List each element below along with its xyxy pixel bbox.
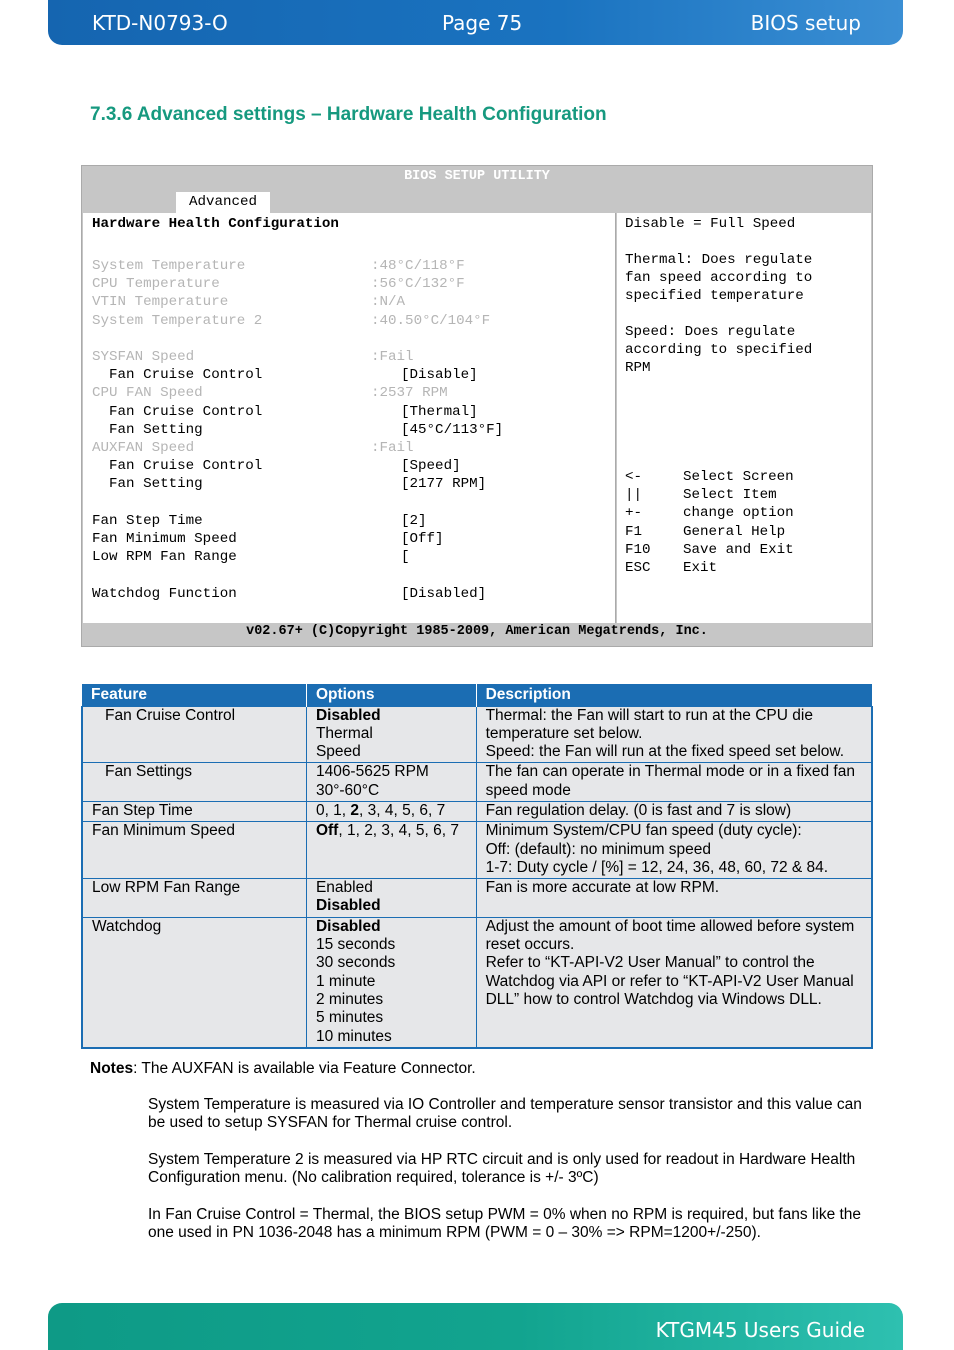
- bios-key: ESC: [625, 560, 651, 576]
- bios-setting-value[interactable]: [Disable]: [401, 367, 478, 384]
- bios-heading: Hardware Health Configuration: [92, 216, 339, 232]
- feature-cell: Fan Settings: [82, 763, 306, 802]
- options-cell: [306, 801, 476, 821]
- bios-setting-value[interactable]: [Off]: [401, 531, 444, 547]
- description-line: Off: (default): no minimum speed: [485, 840, 712, 858]
- description-line: Adjust the amount of boot time allowed before system reset occurs.: [485, 917, 855, 954]
- document-id: KTD-N0793-O: [92, 11, 228, 35]
- bios-setting-label: VTIN Temperature: [92, 294, 229, 311]
- bios-key: +-: [625, 505, 643, 522]
- note-paragraph: In Fan Cruise Control = Thermal, the BIOS setup PWM = 0% when no RPM is required, but fans like the one used in PN 1036-2048 has a minimum RPM (PWM = 0 – 30% => RPM=1200+/-250).: [148, 1205, 862, 1242]
- notes-label: Notes: [90, 1060, 134, 1077]
- description-cell: [476, 917, 872, 1048]
- guide-title: KTGM45 Users Guide: [655, 1318, 865, 1342]
- bios-help-line: Disable = Full Speed: [625, 216, 796, 232]
- bios-setting-label: Fan Cruise Control: [92, 403, 263, 420]
- bios-help-panel: [617, 213, 871, 623]
- bios-setting-value[interactable]: [45°C/113°F]: [401, 421, 504, 438]
- description-line: The fan can operate in Thermal mode or in a fixed fan speed mode: [485, 763, 855, 799]
- option-item: Enabled: [315, 879, 373, 897]
- bios-setting-value: :48°C/118°F: [371, 258, 465, 274]
- description-line: Refer to “KT-API-V2 User Manual” to control the Watchdog via API or refer to “KT-API-V2 User Manual DLL” how to control Watchdog via Windows DLL.: [485, 954, 854, 1008]
- bios-help-line: according to specified: [625, 342, 813, 358]
- bios-setting-label: Watchdog Function: [92, 585, 237, 602]
- option-item: Disabled: [315, 917, 381, 935]
- table-row: [82, 822, 872, 879]
- bios-setting-value[interactable]: [Thermal]: [401, 403, 478, 420]
- bios-setting-label: SYSFAN Speed: [92, 349, 195, 365]
- feature-cell: Fan Step Time: [82, 801, 306, 821]
- table-row: [82, 706, 872, 763]
- option-text: 0, 1,: [315, 801, 351, 819]
- bios-setting-label: System Temperature 2: [92, 312, 263, 329]
- bios-setting-label: Fan Setting: [92, 421, 203, 438]
- section-name: BIOS setup: [750, 11, 861, 35]
- description-cell: [476, 706, 872, 763]
- bios-key-action: Save and Exit: [683, 541, 794, 558]
- feature-table: [81, 684, 873, 1049]
- description-line: Minimum System/CPU fan speed (duty cycle):: [485, 822, 802, 840]
- bios-setting-value: :40.50°C/104°F: [371, 312, 491, 329]
- bios-setting-label: CPU FAN Speed: [92, 385, 203, 402]
- bios-setting-label: Fan Setting: [92, 476, 203, 493]
- bios-help-line: Speed: Does regulate: [625, 324, 796, 340]
- bios-help-line: specified temperature: [625, 288, 804, 304]
- option-item: 1 minute: [315, 972, 376, 990]
- option-default: 2: [350, 801, 360, 819]
- bios-key-action: Select Screen: [683, 469, 794, 485]
- bios-setting-label: Fan Cruise Control: [92, 458, 263, 475]
- bios-key: F10: [625, 541, 651, 558]
- bios-main-panel: [83, 213, 616, 623]
- option-item: Disabled: [315, 897, 381, 915]
- bios-setting-label: Fan Minimum Speed: [92, 531, 237, 547]
- option-text: , 1, 2, 3, 4, 5, 6, 7: [338, 822, 459, 840]
- description-line: Thermal: the Fan will start to run at the CPU die temperature set below.: [485, 706, 813, 742]
- table-row: [82, 879, 872, 918]
- bios-setting-label: CPU Temperature: [92, 276, 220, 293]
- bios-setting-value[interactable]: [Speed]: [401, 458, 461, 475]
- notes-first-line: [90, 1060, 880, 1078]
- bios-key-action: General Help: [683, 523, 786, 540]
- feature-cell: Fan Cruise Control: [82, 706, 306, 763]
- description-cell: [476, 879, 872, 918]
- table-row: [82, 763, 872, 802]
- bios-setting-value[interactable]: [: [401, 549, 410, 566]
- bios-help-line: fan speed according to: [625, 270, 813, 286]
- bios-help-line: RPM: [625, 360, 651, 376]
- bios-setting-value: :Fail: [371, 349, 414, 365]
- option-item: Speed: [315, 743, 361, 761]
- bios-key-action: Exit: [683, 560, 718, 576]
- bios-setting-value: :56°C/132°F: [371, 276, 465, 293]
- column-header-feature: Feature: [82, 684, 306, 706]
- bios-key: ||: [625, 487, 643, 504]
- option-item: 30°-60°C: [315, 781, 380, 799]
- feature-cell: Watchdog: [82, 917, 306, 1048]
- table-row: [82, 801, 872, 821]
- option-item: 30 seconds: [315, 954, 396, 972]
- bios-screen: [81, 165, 873, 647]
- note-paragraph: System Temperature is measured via IO Controller and temperature sensor transistor and this value can be used to setup SYSFAN for Thermal cruise control.: [148, 1096, 862, 1132]
- page-header: [48, 0, 903, 45]
- option-default: Off: [315, 822, 339, 840]
- option-item: 10 minutes: [315, 1027, 392, 1045]
- options-cell: [306, 763, 476, 802]
- bios-setting-value[interactable]: [Disabled]: [401, 585, 487, 602]
- feature-cell: Fan Minimum Speed: [82, 822, 306, 879]
- column-header-description: Description: [476, 684, 872, 706]
- description-line: Fan is more accurate at low RPM.: [485, 879, 720, 897]
- section-title: 7.3.6 Advanced settings – Hardware Health Configuration: [90, 104, 607, 125]
- bios-key: F1: [625, 523, 643, 540]
- bios-setting-value[interactable]: [2177 RPM]: [401, 476, 487, 493]
- bios-help-line: Thermal: Does regulate: [625, 252, 813, 268]
- table-row: [82, 917, 872, 1048]
- description-line: Fan regulation delay. (0 is fast and 7 is slow): [485, 801, 792, 819]
- bios-setting-value: :2537 RPM: [371, 385, 448, 402]
- bios-setting-label: System Temperature: [92, 258, 246, 274]
- description-cell: [476, 763, 872, 802]
- bios-title: BIOS SETUP UTILITY: [404, 169, 550, 184]
- notes-section: [90, 1060, 880, 1242]
- notes-first-text: : The AUXFAN is available via Feature Connector.: [133, 1060, 476, 1077]
- option-item: 1406-5625 RPM: [315, 763, 429, 781]
- bios-setting-value: :Fail: [371, 440, 414, 456]
- description-cell: [476, 801, 872, 821]
- page-number: Page 75: [442, 11, 523, 35]
- bios-setting-label: Fan Step Time: [92, 512, 203, 529]
- page-footer: [48, 1303, 903, 1350]
- bios-setting-label: AUXFAN Speed: [92, 440, 195, 456]
- option-item: 15 seconds: [315, 936, 396, 954]
- bios-key-action: Select Item: [683, 487, 777, 504]
- tab-advanced[interactable]: Advanced: [176, 192, 270, 213]
- option-item: 5 minutes: [315, 1009, 384, 1027]
- bios-setting-value: :N/A: [371, 294, 406, 311]
- description-cell: [476, 822, 872, 879]
- bios-key: <-: [625, 469, 643, 485]
- bios-setting-label: Low RPM Fan Range: [92, 549, 237, 566]
- bios-key-action: change option: [683, 505, 794, 522]
- note-paragraph: System Temperature 2 is measured via HP RTC circuit and is only used for readout in Hardware Health Configuration menu. (No calibration required, tolerance is +/- 3ºC): [148, 1150, 856, 1187]
- bios-setting-label: Fan Cruise Control: [92, 367, 263, 384]
- description-line: 1-7: Duty cycle / [%] = 12, 24, 36, 48, 60, 72 & 84.: [485, 858, 829, 876]
- column-header-options: Options: [306, 684, 476, 706]
- options-cell: [306, 879, 476, 918]
- options-cell: [306, 822, 476, 879]
- option-item: Thermal: [315, 724, 373, 742]
- option-item: 2 minutes: [315, 990, 384, 1008]
- bios-copyright: v02.67+ (C)Copyright 1985-2009, American Megatrends, Inc.: [246, 624, 708, 639]
- options-cell: [306, 917, 476, 1048]
- option-item: Disabled: [315, 706, 381, 724]
- bios-setting-value[interactable]: [2]: [401, 512, 427, 529]
- options-cell: [306, 706, 476, 763]
- table-header-row: [82, 684, 872, 706]
- description-line: Speed: the Fan will run at the fixed speed set below.: [485, 743, 845, 761]
- feature-cell: Low RPM Fan Range: [82, 879, 306, 918]
- option-text: , 3, 4, 5, 6, 7: [359, 801, 446, 819]
